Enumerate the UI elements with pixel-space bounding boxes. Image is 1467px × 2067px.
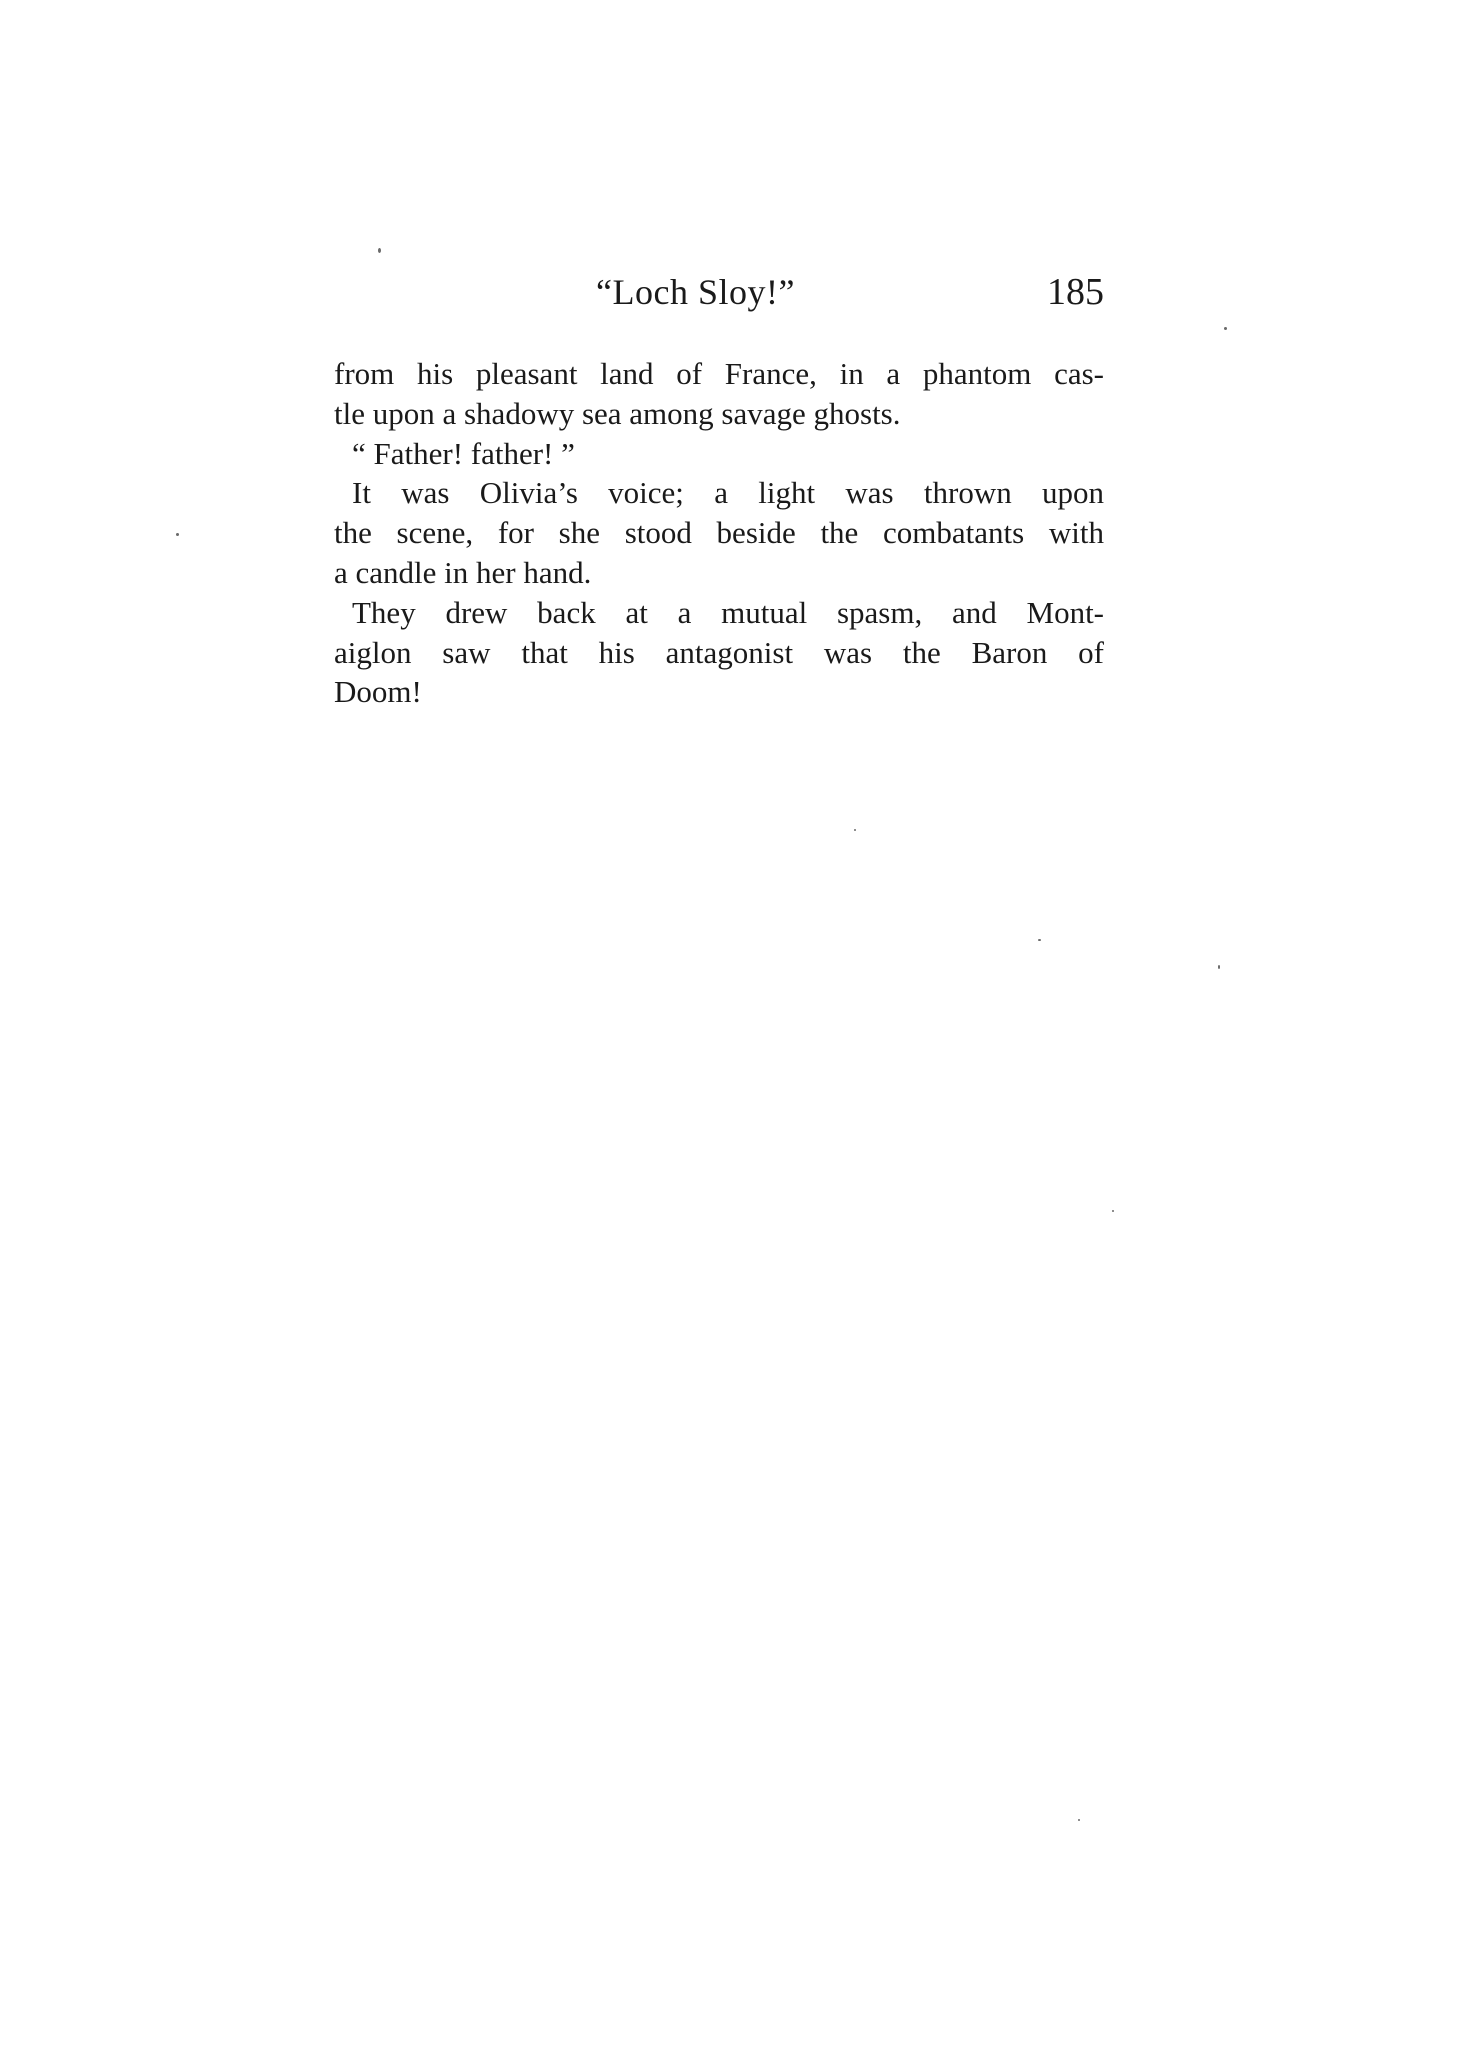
scan-speck [1112, 1210, 1114, 1212]
scan-speck [1224, 327, 1227, 330]
scan-speck [854, 829, 856, 831]
text-line: It was Olivia’s voice; a light was thrown upon [352, 475, 1104, 511]
scan-speck [378, 248, 381, 253]
paragraph [334, 473, 1104, 592]
text-line: tle upon a shadowy sea among savage ghosts. [334, 395, 901, 431]
page-number: 185 [1047, 271, 1104, 313]
paragraph [334, 354, 1104, 434]
text-line: a candle in her hand. [334, 554, 592, 590]
scan-speck [1078, 1819, 1080, 1821]
scan-speck [1038, 939, 1041, 941]
text-line: Doom! [334, 674, 422, 710]
text-line: from his pleasant land of France, in a phantom cas- [334, 356, 1104, 391]
body-text [334, 354, 1104, 712]
running-head [334, 268, 1104, 328]
text-line: aiglon saw that his antagonist was the Baron of [334, 634, 1104, 670]
paragraph [334, 593, 1104, 712]
scan-speck [176, 533, 179, 536]
paragraph [334, 434, 1104, 474]
scan-speck [1218, 965, 1220, 969]
text-line: the scene, for she stood beside the combatants with [334, 515, 1104, 551]
text-line: “ Father! father! ” [352, 435, 575, 471]
text-line: They drew back at a mutual spasm, and Mont- [352, 594, 1104, 630]
running-title: “Loch Sloy!” [596, 272, 795, 312]
